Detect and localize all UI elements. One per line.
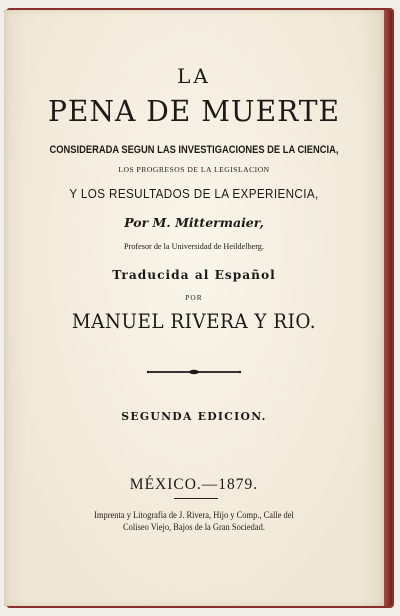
title-article: LA (177, 64, 211, 88)
author-line: Por M. Mittermaier, (124, 215, 264, 230)
title-page (4, 10, 384, 606)
imprint-line-1: Imprenta y Litografía de J. Rivera, Hijo y Comp., Calle del (94, 510, 294, 521)
place-and-year: MÉXICO.—1879. (129, 476, 259, 493)
subtitle-line-1: CONSIDERADA SEGUN LAS INVESTIGACIONES DE LA CIENCIA, (49, 144, 339, 156)
translator-name: MANUEL RIVERA Y RIO. (71, 309, 317, 333)
author-affiliation: Profesor de la Universidad de Heildelberg. (124, 242, 264, 251)
translator-by: POR (185, 293, 203, 302)
translation-note: Traducida al Español (112, 268, 276, 282)
ornament-divider (144, 367, 244, 377)
subtitle-line-2: LOS PROGRESOS DE LA LEGISLACION (118, 165, 270, 174)
edition-label: SEGUNDA EDICION. (121, 410, 267, 423)
book-title: PENA DE MUERTE (48, 94, 340, 128)
subtitle-line-3: Y LOS RESULTADOS DE LA EXPERIENCIA, (69, 186, 319, 201)
imprint-line-2: Coliseo Viejo, Bajos de la Gran Sociedad. (123, 522, 265, 533)
imprint-rule (174, 498, 218, 499)
